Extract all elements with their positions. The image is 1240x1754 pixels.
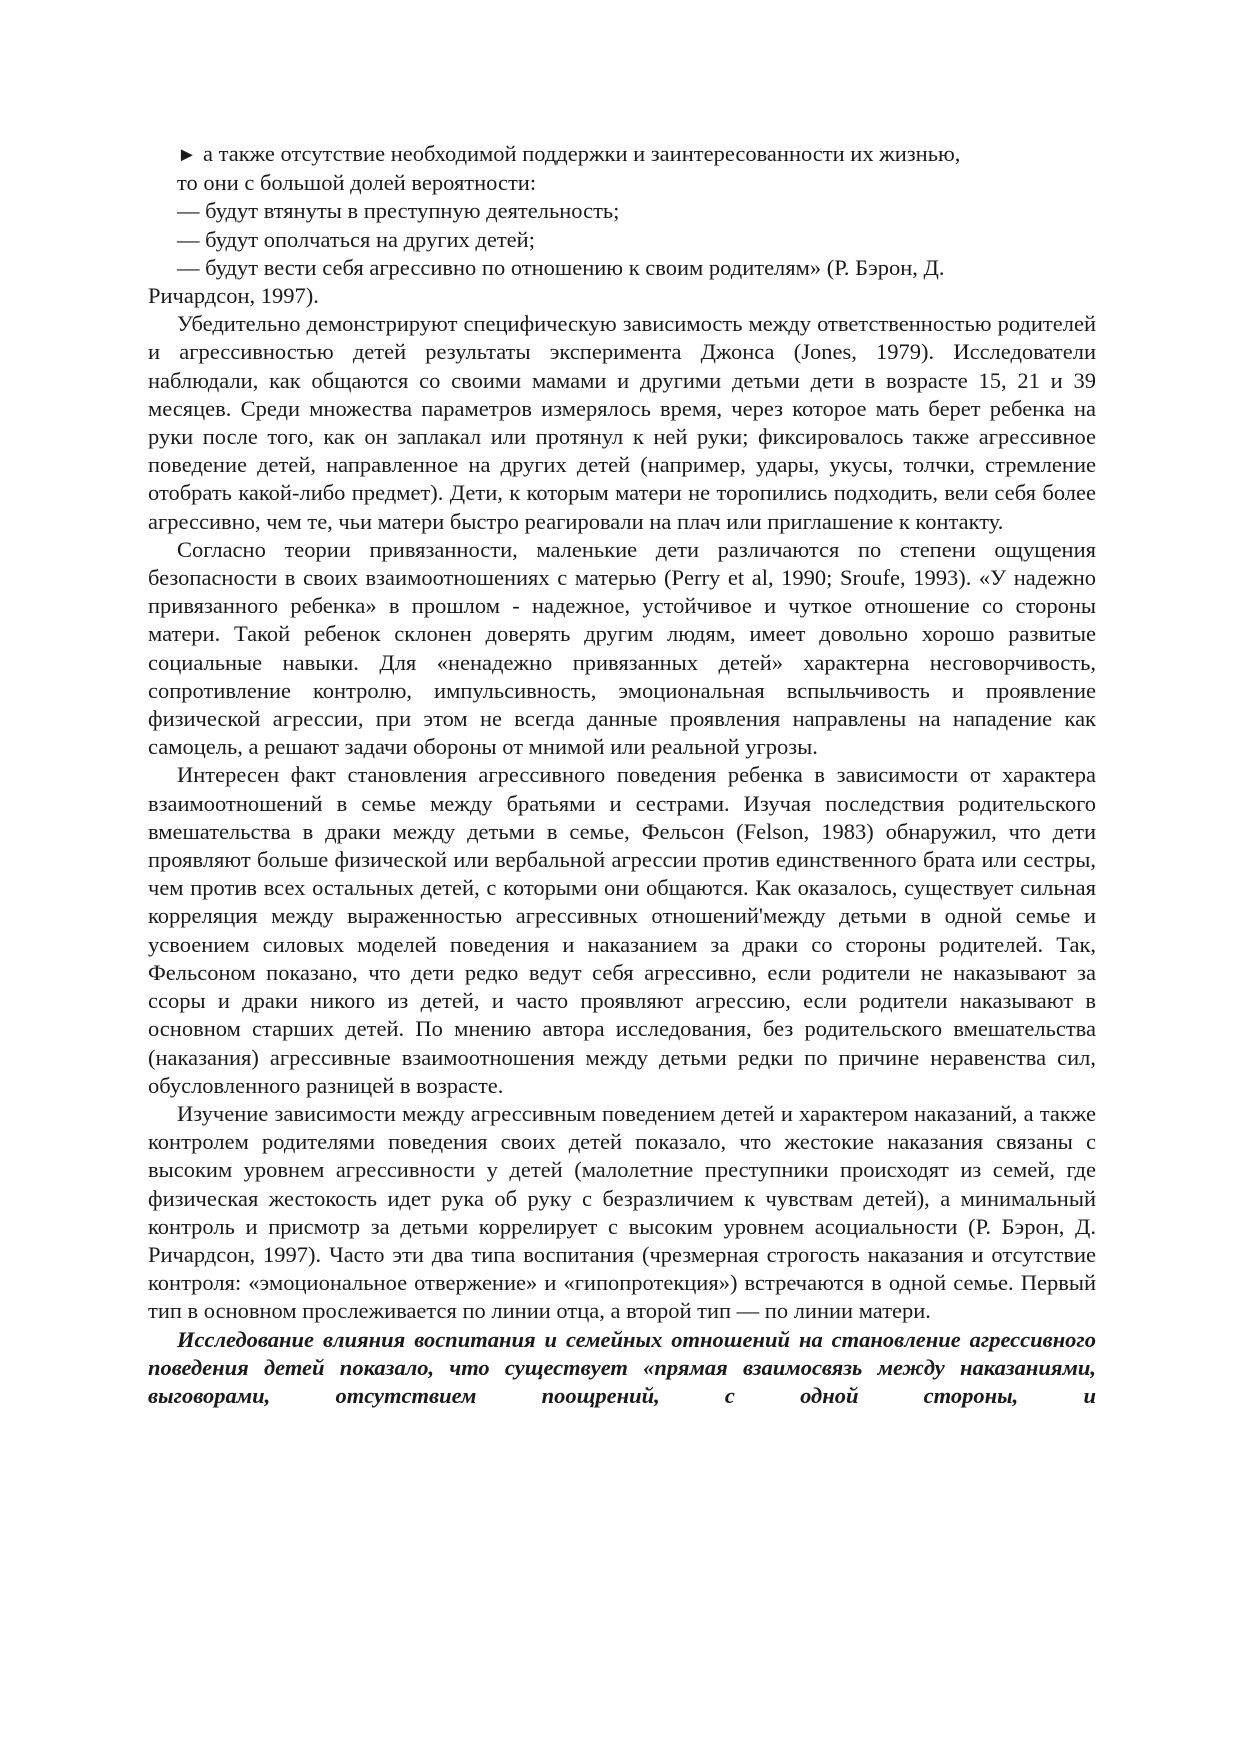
bullet-text: а также отсутствие необходимой поддержки и заинтересованности их жизнью,: [203, 141, 961, 166]
paragraph-jones-experiment: Убедительно демонстрируют специфическую зависимость между ответственностью родителей и агрессивностью детей результаты эксперимента Джонса (Jones, 1979). Исследователи наблюдали, как общаются со своими мамами и другими детьми дети в возрасте 15, 21 и 39 месяцев. Среди множества параметров измерялось время, через которое мать берет ребенка на руки после того, как он заплакал или протянул к ней руки; фиксировалось также агрессивное поведение детей, направленное на других детей (например, удары, укусы, толчки, стремление отобрать какой-либо предмет). Дети, к которым матери не торопились подходить, вели себя более агрессивно, чем те, чьи матери быстро реагировали на плач или приглашение к контакту.: [148, 311, 1096, 534]
bullet-arrow-icon: ►: [177, 144, 197, 166]
document-page: [148, 140, 1096, 1410]
paragraph-punishment: Изучение зависимости между агрессивным поведением детей и характером наказаний, а также контролем родителями поведения своих детей показало, что жестокие наказания связаны с высоким уровнем агрессивности у детей (малолетние преступники происходят из семей, где физическая жестокость идет рука об руку с безразличием к чувствам детей), а минимальный контроль и присмотр за детьми коррелирует с высоким уровнем асоциальности (Р. Бэрон, Д. Ричардсон, 1997). Часто эти два типа воспитания (чрезмерная строгость наказания и отсутствие контроля: «эмоциональное отвержение» и «гипопротекция») встречаются в одной семье. Первый тип в основном прослеживается по линии отца, а второй тип — по линии матери.: [148, 1100, 1096, 1324]
paragraph-siblings: Интересен факт становления агрессивного поведения ребенка в зависимости от характера взаимоотношений в семье между братьями и сестрами. Изучая последствия родительского вмешательства в драки между детьми в семье, Фельсон (Felson, 1983) обнаружил, что дети проявляют больше физической или вербальной агрессии против единственного брата или сестры, чем против всех остальных детей, с которыми они общаются. Как оказалось, существует сильная корреляция между выраженностью агрессивных отношений'между детьми в одной семье и усвоением силовых моделей поведения и наказанием за драки со стороны родителей. Так, Фельсоном показано, что дети редко ведут себя агрессивно, если родители не наказывают за ссоры и драки никого из детей, и часто проявляют агрессию, если родители наказывают в основном старших детей. По мнению автора исследования, без родительского вмешательства (наказания) агрессивные взаимоотношения между детьми редки по причине неравенства сил, обусловленного разницей в возрасте.: [148, 762, 1096, 1098]
paragraph-emphasis: Исследование влияния воспитания и семейных отношений на становление агрессивного поведения детей показало, что существует «прямая взаимосвязь между наказаниями, выговорами, отсутствием поощрений, с одной стороны, и: [148, 1326, 1096, 1408]
list-item: — будут вести себя агрессивно по отношению к своим родителям» (Р. Бэрон, Д.: [177, 254, 945, 280]
citation-continuation: Ричардсон, 1997).: [148, 283, 319, 309]
list-lead: то они с большой долей вероятности:: [177, 170, 537, 196]
bullet-line: [148, 140, 1096, 169]
paragraph-attachment-theory: Согласно теории привязанности, маленькие дети различаются по степени ощущения безопасности в своих взаимоотношениях с матерью (Perry et al, 1990; Sroufe, 1993). «У надежно привязанного ребенка» в прошлом - надежное, устойчивое и чуткое отношение со стороны матери. Такой ребенок склонен доверять другим людям, имеет довольно хорошо развитые социальные навыки. Для «ненадежно привязанных детей» характерна несговорчивость, сопротивление контролю, импульсивность, эмоциональная вспыльчивость и проявление физической агрессии, при этом не всегда данные проявления направлены на нападение как самоцель, а решают задачи обороны от мнимой или реальной угрозы.: [148, 536, 1096, 760]
list-item: — будут ополчаться на других детей;: [177, 226, 535, 252]
list-item: — будут втянуты в преступную деятельность;: [177, 198, 620, 224]
